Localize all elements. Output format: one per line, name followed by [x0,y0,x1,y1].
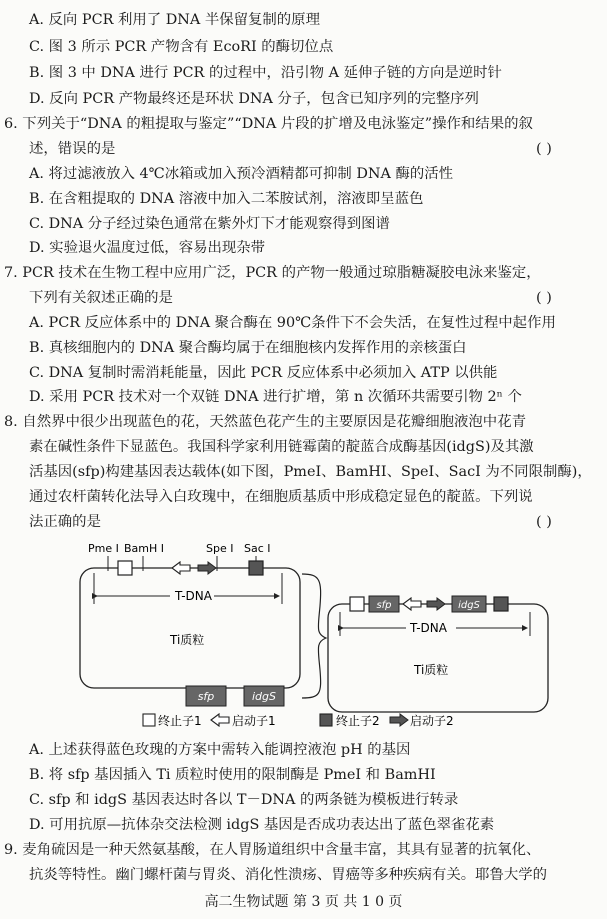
q6-option-b: B. 在含粗提取的 DNA 溶液中加入二苯胺试剂，溶液即呈蓝色 [29,191,424,207]
enzyme-label-pmei: Pme I [88,542,119,555]
diagram-legend [143,713,454,728]
tdna-label-right: T-DNA [410,621,447,635]
q8-stem-line4: 通过农杆菌转化法导入白玫瑰中，在细胞质基质中形成稳定显色的靛蓝。下列说 [29,489,533,505]
bracket-brace [302,574,326,698]
legend-promoter1-label: 启动子1 [232,714,276,728]
legend-terminator1-icon [143,714,155,726]
q6-option-c: C. DNA 分子经过染色通常在紫外灯下才能观察得到图谱 [29,216,390,232]
legend-terminator2-icon [320,714,332,726]
q9-stem-line1: 9. 麦角硫因是一种天然氨基酸，在人胃肠道组织中含量丰富，其具有显著的抗氧化、 [4,842,541,858]
q8-stem-line5: 法正确的是 [29,514,101,530]
legend-terminator1-label: 终止子1 [158,714,202,728]
plasmid-label-left: Ti质粒 [170,633,205,647]
terminator2-icon [249,561,263,575]
option-d-prev: D. 反向 PCR 产物最终还是环状 DNA 分子，包含已知序列的完整序列 [29,91,479,107]
gene-label-sfp: sfp [376,600,392,611]
legend-promoter2-label: 启动子2 [410,714,454,728]
legend-promoter1-icon [211,714,229,726]
promoter1-icon [172,562,190,574]
gene-fragment-label-idgs: idgS [251,690,277,703]
q7-answer-box: ( ) [536,290,552,306]
legend-terminator2-label: 终止子2 [336,714,380,728]
q8-stem-line1: 8. 自然界中很少出现蓝色的花，天然蓝色花产生的主要原因是花瓣细胞液泡中花青 [4,414,526,430]
enzyme-label-saci: Sac I [244,542,271,555]
q7-option-d: D. 采用 PCR 技术对一个双链 DNA 进行扩增，第 n 次循环共需要引物 2ⁿ 个 [29,389,522,405]
q8-answer-box: ( ) [536,514,552,530]
q7-option-b: B. 真核细胞内的 DNA 聚合酶均属于在细胞核内发挥作用的亲核蛋白 [29,340,467,356]
q6-option-d: D. 实验退火温度过低，容易出现杂带 [29,240,266,256]
q8-stem-line3: 活基因(sfp)构建基因表达载体(如下图，PmeI、BamHI、SpeI、SacI 为不同限制酶)， [29,464,592,480]
legend-promoter2-icon [390,714,408,726]
q8-option-d: D. 可用抗原—抗体杂交法检测 idgS 基因是否成功表达出了蓝色翠雀花素 [29,817,495,833]
q7-option-c: C. DNA 复制时需消耗能量，因此 PCR 反应体系中必须加入 ATP 以供能 [29,365,498,381]
q6-stem-line1: 6. 下列关于“DNA 的粗提取与鉴定”“DNA 片段的扩增及电泳鉴定”操作和结果的叙 [4,116,533,132]
tdna-label-left: T-DNA [175,589,212,603]
q6-answer-box: ( ) [536,141,552,157]
option-b-prev: B. 图 3 中 DNA 进行 PCR 的过程中，沿引物 A 延伸子链的方向是逆时针 [29,65,502,81]
ti-plasmid-right [328,596,548,712]
q8-option-b: B. 将 sfp 基因插入 Ti 质粒时使用的限制酶是 PmeI 和 BamHI [29,767,436,783]
q7-stem-line2: 下列有关叙述正确的是 [29,290,173,306]
q6-stem-line2: 述，错误的是 [29,141,116,157]
q9-stem-line2: 抗炎等特性。幽门螺杆菌与胃炎、消化性溃疡、胃癌等多种疾病有关。耶鲁大学的 [29,867,548,883]
plasmid-diagram [0,536,607,736]
terminator1-icon [118,561,132,575]
q8-option-a: A. 上述获得蓝色玫瑰的方案中需转入能调控液泡 pH 的基因 [29,742,411,758]
option-a-prev: A. 反向 PCR 利用了 DNA 半保留复制的原理 [29,12,320,28]
ti-plasmid-left [80,542,300,688]
q7-option-a: A. PCR 反应体系中的 DNA 聚合酶在 90℃条件下不会失活，在复性过程中起作用 [29,315,556,331]
q8-stem-line2: 素在碱性条件下显蓝色。我国科学家利用链霉菌的靛蓝合成酶基因(idgS)及其激 [29,439,534,455]
terminator2-icon [494,597,508,611]
q6-option-a: A. 将过滤液放入 4℃冰箱或加入预冷酒精都可抑制 DNA 酶的活性 [29,166,454,182]
plasmid-label-right: Ti质粒 [414,663,449,677]
enzyme-label-bamhi: BamH I [124,542,165,555]
option-c-prev: C. 图 3 所示 PCR 产物含有 EcoRI 的酶切位点 [29,39,334,55]
terminator1-icon [350,597,364,611]
enzyme-label-spei: Spe I [206,542,234,555]
promoter1-icon [403,598,421,610]
promoter2-icon [427,598,445,610]
promoter2-icon [198,562,216,574]
gene-label-idgs: idgS [458,600,480,611]
page-footer: 高二生物试题 第 3 页 共 1 0 页 [204,894,403,910]
q7-stem-line1: 7. PCR 技术在生物工程中应用广泛，PCR 的产物一般通过琼脂糖凝胶电泳来鉴定， [4,265,541,281]
q8-option-c: C. sfp 和 idgS 基因表达时各以 T－DNA 的两条链为模板进行转录 [29,792,459,808]
gene-fragment-label-sfp: sfp [197,690,215,703]
